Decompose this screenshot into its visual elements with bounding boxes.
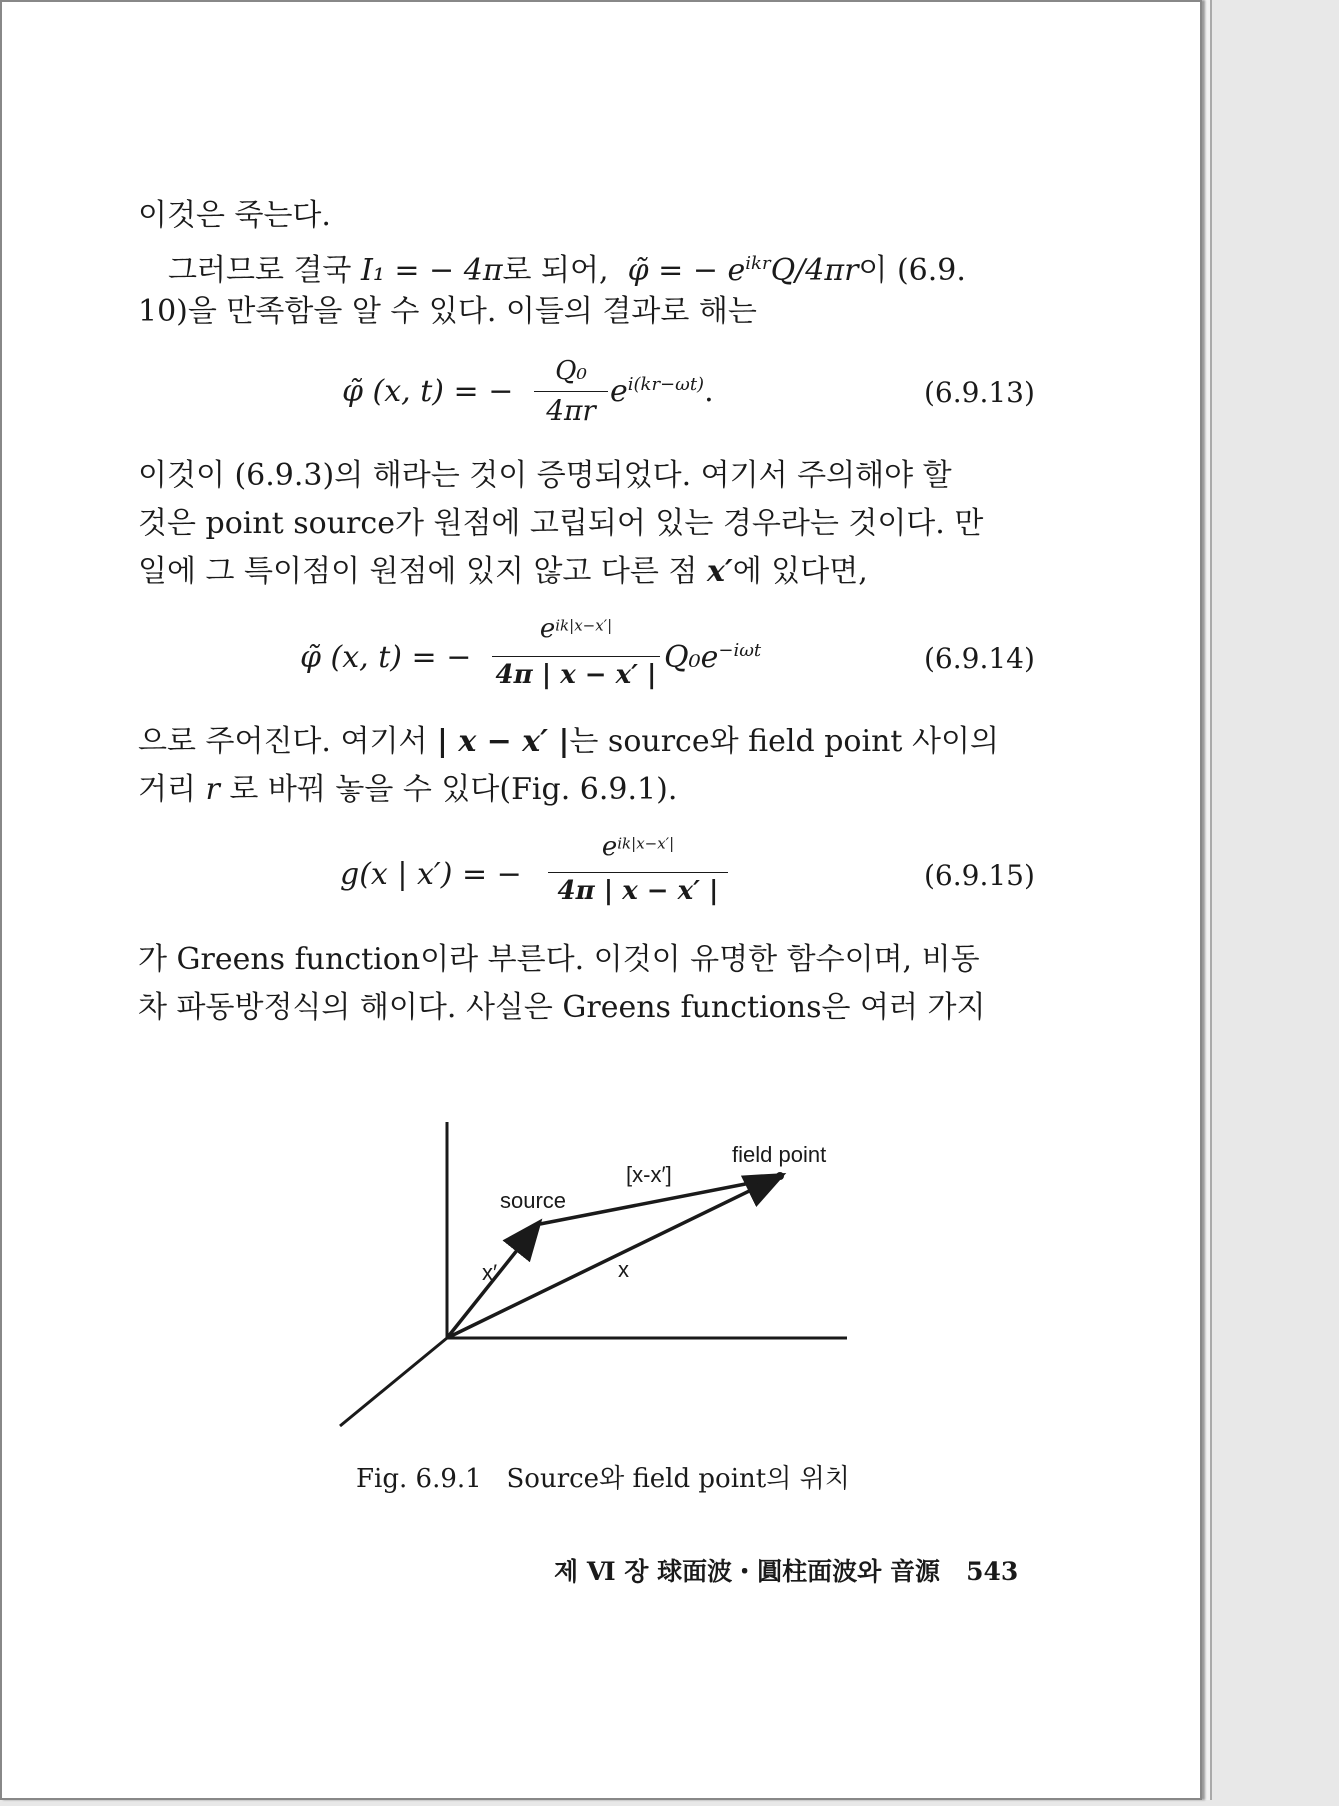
text-run: 으로 주어진다. 여기서 xyxy=(138,724,428,759)
equation-rest: $e^{i(kr-\omega t)}$. xyxy=(610,374,714,409)
chapter-title: 제 Ⅵ 장 球面波・圓柱面波와 音源 xyxy=(554,1557,941,1586)
running-footer xyxy=(554,1552,1018,1588)
text-run: 일에 그 특이점이 원점에 있지 않고 다른 점 xyxy=(138,554,698,589)
paragraph-line xyxy=(138,988,985,1028)
equation-lhs: g(x | x′) = − xyxy=(340,857,522,892)
label-x-prime: x′ xyxy=(482,1260,498,1285)
paragraph-line xyxy=(138,456,952,496)
exp-base: e xyxy=(539,614,556,644)
fraction-numerator: Q₀ xyxy=(555,356,587,386)
label-source: source xyxy=(500,1188,567,1213)
equation-number: (6.9.15) xyxy=(924,859,1035,892)
exp-base: e xyxy=(601,832,618,862)
paragraph-line xyxy=(138,292,757,332)
paragraph-line xyxy=(168,244,966,291)
paragraph-line xyxy=(138,196,331,236)
inline-math: I₁ = − 4π xyxy=(360,253,503,288)
equation-number: (6.9.13) xyxy=(924,376,1035,409)
equation-6-9-15 xyxy=(340,857,522,892)
fraction-bar xyxy=(548,872,728,873)
fraction-denominator: 4πr xyxy=(546,394,596,427)
inline-math: x′ xyxy=(706,554,733,589)
inline-math-sup: ikr xyxy=(745,253,771,274)
exp-sup: i(kr−ωt) xyxy=(627,374,705,395)
inline-math: Q/4πr xyxy=(770,253,859,288)
inline-math: r xyxy=(205,772,220,807)
paragraph-line xyxy=(138,940,980,980)
equation-term: Q₀e xyxy=(664,640,719,675)
paragraph-line xyxy=(138,504,983,544)
field-point-dot xyxy=(776,1172,784,1180)
label-x: x xyxy=(618,1257,629,1282)
text-run: 가 Greens function이라 부른다. 이것이 유명한 함수이며, 비동 xyxy=(138,942,980,977)
exp-base: e xyxy=(610,374,628,409)
fraction-denominator: 4π | x − x′ | xyxy=(495,660,657,690)
label-field-point: field point xyxy=(732,1142,827,1167)
text-run: 그러므로 결국 xyxy=(168,253,352,288)
text-run: 로 바꿔 놓을 수 있다(Fig. 6.9.1). xyxy=(229,772,678,807)
figure-vector-diagram xyxy=(302,1102,862,1442)
paragraph-line xyxy=(138,770,677,810)
caption-text: Source와 field point의 위치 xyxy=(506,1464,850,1494)
text-run: 차 파동방정식의 해이다. 사실은 Greens functions은 여러 가지 xyxy=(138,990,986,1025)
equation-number: (6.9.14) xyxy=(924,642,1035,675)
fraction-numerator xyxy=(492,614,660,644)
exp-sup: ik|x−x′| xyxy=(555,616,613,635)
equation-rest xyxy=(664,640,761,675)
equation-6-9-13 xyxy=(342,374,513,409)
text-run: 로 되어, xyxy=(502,253,609,288)
fraction-bar xyxy=(492,656,660,657)
z-axis xyxy=(340,1338,447,1426)
fraction-bar xyxy=(534,391,608,392)
inline-math: | x − x′ | xyxy=(436,724,570,759)
caption-number: Fig. 6.9.1 xyxy=(356,1464,482,1494)
label-x-minus-x-prime: [x-x′] xyxy=(626,1162,672,1187)
text-run: 에 있다면, xyxy=(732,554,868,589)
paragraph-line xyxy=(138,552,868,592)
exp-sup: ik|x−x′| xyxy=(617,834,675,853)
page-number: 543 xyxy=(966,1557,1019,1586)
text-run: 것은 point source가 원점에 고립되어 있는 경우라는 것이다. 만 xyxy=(138,506,984,541)
equation-6-9-14 xyxy=(300,640,471,675)
x-vector xyxy=(447,1176,780,1338)
equation-lhs: φ̃ (x, t) = − xyxy=(300,640,472,675)
text-run: 10)을 만족함을 알 수 있다. 이들의 결과로 해는 xyxy=(138,294,757,329)
text-run: 는 source와 field point 사이의 xyxy=(569,724,999,759)
exp-sup: −iωt xyxy=(718,640,762,661)
equation-lhs: φ̃ (x, t) = − xyxy=(342,374,514,409)
text-run: 거리 xyxy=(138,772,196,807)
fraction-numerator xyxy=(548,832,728,862)
text-run: 이 (6.9. xyxy=(858,253,966,288)
fraction-denominator: 4π | x − x′ | xyxy=(557,876,719,906)
text-run: 이것은 죽는다. xyxy=(138,198,331,233)
inline-math: φ̃ = − e xyxy=(627,253,746,288)
paragraph-line xyxy=(138,722,999,762)
text-run: 이것이 (6.9.3)의 해라는 것이 증명되었다. 여기서 주의해야 할 xyxy=(138,458,952,493)
figure-caption xyxy=(356,1458,850,1495)
